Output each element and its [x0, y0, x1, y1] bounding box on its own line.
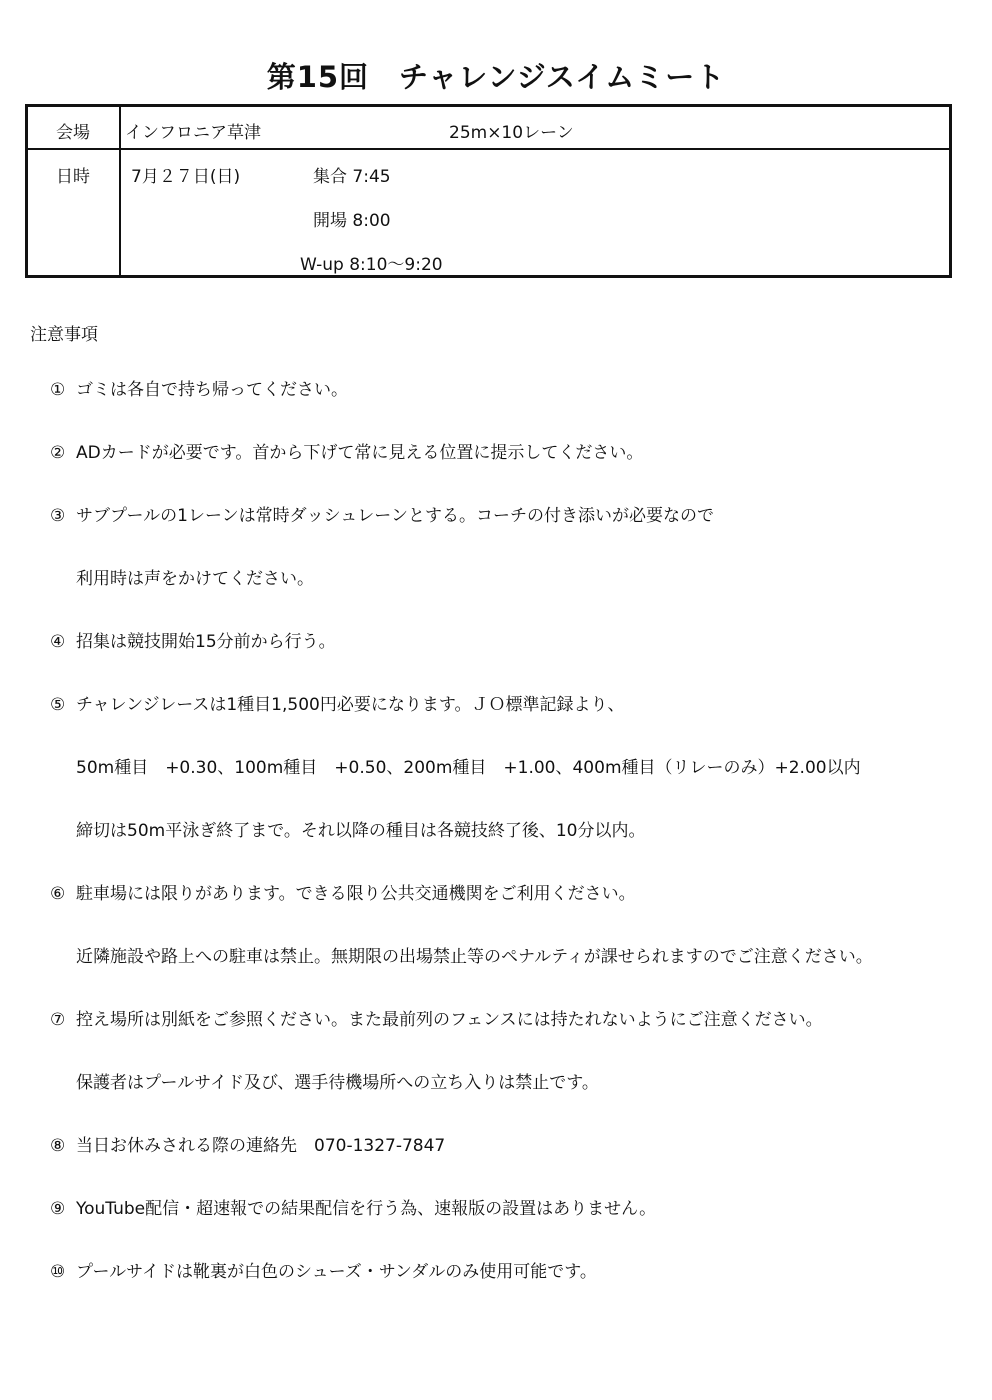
note-item-5-continued: 50m種目 +0.30、100m種目 +0.50、200m種目 +1.00、400m種目（リレーのみ）+2.00以内 [76, 758, 861, 778]
note-text: 当日お休みされる際の連絡先 070-1327-7847 [76, 1136, 446, 1156]
venue-name: インフロニア草津 [125, 123, 261, 143]
note-item-5 [50, 690, 625, 715]
note-text: プールサイドは靴裏が白色のシューズ・サンダルのみ使用可能です。 [76, 1262, 597, 1282]
note-number: ② [50, 443, 66, 463]
page-title: 第15回 チャレンジスイムミート [266, 60, 726, 94]
note-item-5-continued: 締切は50m平泳ぎ終了まで。それ以降の種目は各競技終了後、10分以内。 [76, 821, 646, 841]
note-text: 招集は競技開始15分前から行う。 [76, 632, 336, 652]
note-number: ③ [50, 506, 66, 526]
note-text: サブプールの1レーンは常時ダッシュレーンとする。コーチの付き添いが必要なので [76, 506, 714, 526]
info-table [25, 104, 952, 278]
notes-heading: 注意事項 [30, 325, 98, 345]
date-value: 7月２７日(日) [131, 167, 241, 187]
date-label: 日時 [56, 167, 90, 187]
note-number: ⑤ [50, 695, 66, 715]
note-text: 駐車場には限りがあります。できる限り公共交通機関をご利用ください。 [76, 884, 636, 904]
note-number: ④ [50, 632, 66, 652]
note-item-7 [50, 1005, 823, 1030]
gather-time: 集合 7:45 [313, 167, 391, 187]
venue-label: 会場 [56, 123, 90, 143]
table-divider [119, 107, 121, 275]
note-number: ① [50, 380, 66, 400]
note-number: ⑩ [50, 1262, 66, 1282]
note-item-2 [50, 438, 643, 463]
note-item-1 [50, 375, 348, 400]
open-time: 開場 8:00 [313, 211, 391, 231]
venue-pool: 25m×10レーン [449, 123, 574, 143]
note-item-8 [50, 1131, 445, 1156]
note-item-7-continued: 保護者はプールサイド及び、選手待機場所への立ち入りは禁止です。 [76, 1073, 599, 1093]
note-item-4 [50, 627, 336, 652]
note-text: ADカードが必要です。首から下げて常に見える位置に提示してください。 [76, 443, 644, 463]
note-item-9 [50, 1194, 656, 1219]
note-item-3-continued: 利用時は声をかけてください。 [76, 569, 314, 589]
note-number: ⑥ [50, 884, 66, 904]
note-text: 控え場所は別紙をご参照ください。また最前列のフェンスには持たれないようにご注意ください。 [76, 1010, 823, 1030]
warmup-time: W-up 8:10～9:20 [300, 255, 443, 275]
note-text: YouTube配信・超速報での結果配信を行う為、速報版の設置はありません。 [76, 1199, 657, 1219]
note-item-10 [50, 1257, 597, 1282]
note-number: ⑧ [50, 1136, 66, 1156]
note-text: チャレンジレースは1種目1,500円必要になります。ＪＯ標準記録より、 [76, 695, 625, 715]
note-number: ⑦ [50, 1010, 66, 1030]
note-text: ゴミは各自で持ち帰ってください。 [76, 380, 348, 400]
note-item-3 [50, 501, 714, 526]
note-item-6 [50, 879, 636, 904]
note-number: ⑨ [50, 1199, 66, 1219]
note-item-6-continued: 近隣施設や路上への駐車は禁止。無期限の出場禁止等のペナルティが課せられますのでご注意ください。 [76, 947, 873, 967]
